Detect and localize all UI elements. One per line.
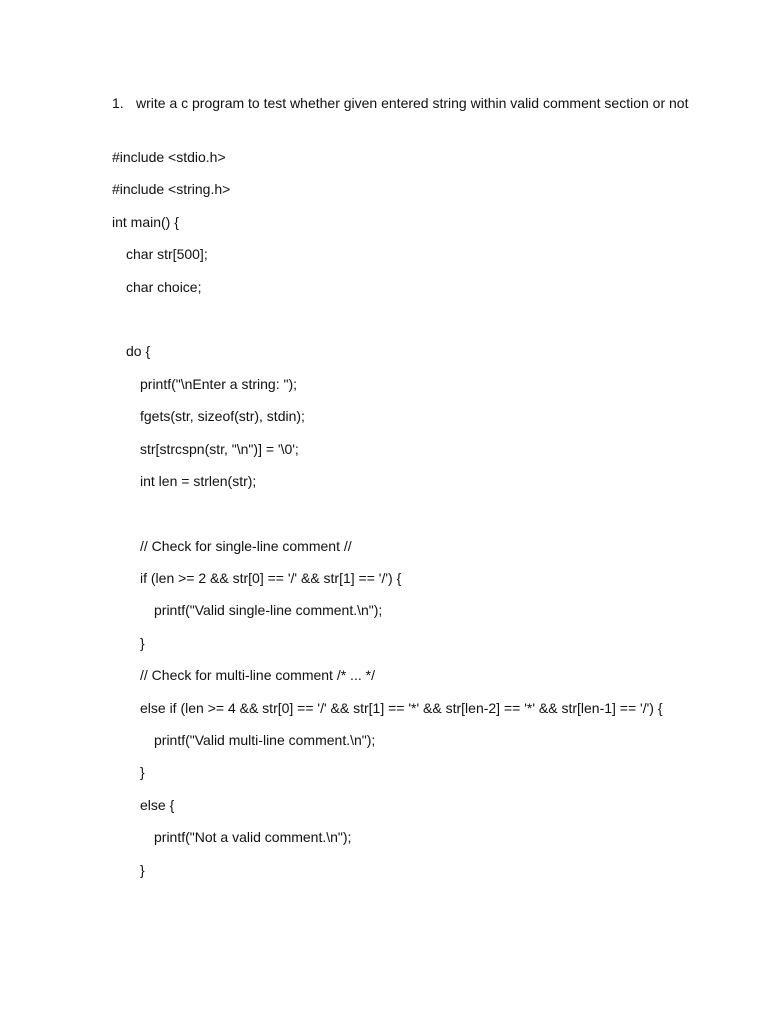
code-line: fgets(str, sizeof(str), stdin); <box>140 408 305 425</box>
blank-line <box>112 308 752 340</box>
code-block <box>112 146 752 891</box>
code-line: // Check for multi-line comment /* ... */ <box>140 667 375 684</box>
question-number: 1. <box>112 95 124 111</box>
code-line: #include <stdio.h> <box>112 149 226 165</box>
code-line: printf("\nEnter a string: "); <box>140 375 297 392</box>
code-line: int main() { <box>112 213 179 230</box>
code-line: do { <box>126 343 151 360</box>
code-line: printf("Not a valid comment.\n"); <box>154 829 352 846</box>
question-item <box>112 92 692 114</box>
code-line: char choice; <box>126 278 202 295</box>
code-line: } <box>140 634 145 651</box>
code-line: int len = strlen(str); <box>140 472 257 489</box>
code-line: printf("Valid single-line comment.\n"); <box>154 602 383 619</box>
code-line: // Check for single-line comment // <box>140 537 352 554</box>
code-line: printf("Valid multi-line comment.\n"); <box>154 732 376 749</box>
code-line: } <box>140 764 145 781</box>
code-line: #include <string.h> <box>112 181 231 198</box>
code-line: } <box>140 861 145 878</box>
code-line: else { <box>140 796 175 813</box>
blank-line <box>112 502 752 534</box>
code-line: if (len >= 2 && str[0] == '/' && str[1] == '/') { <box>140 570 402 587</box>
code-line: char str[500]; <box>126 246 208 263</box>
code-line: str[strcspn(str, "\n")] = '\0'; <box>140 440 299 457</box>
code-line: else if (len >= 4 && str[0] == '/' && str[1] == '*' && str[len-2] == '*' && str[len-1] == '/') { <box>140 699 663 716</box>
question-text: write a c program to test whether given entered string within valid comment section or not <box>136 95 689 111</box>
